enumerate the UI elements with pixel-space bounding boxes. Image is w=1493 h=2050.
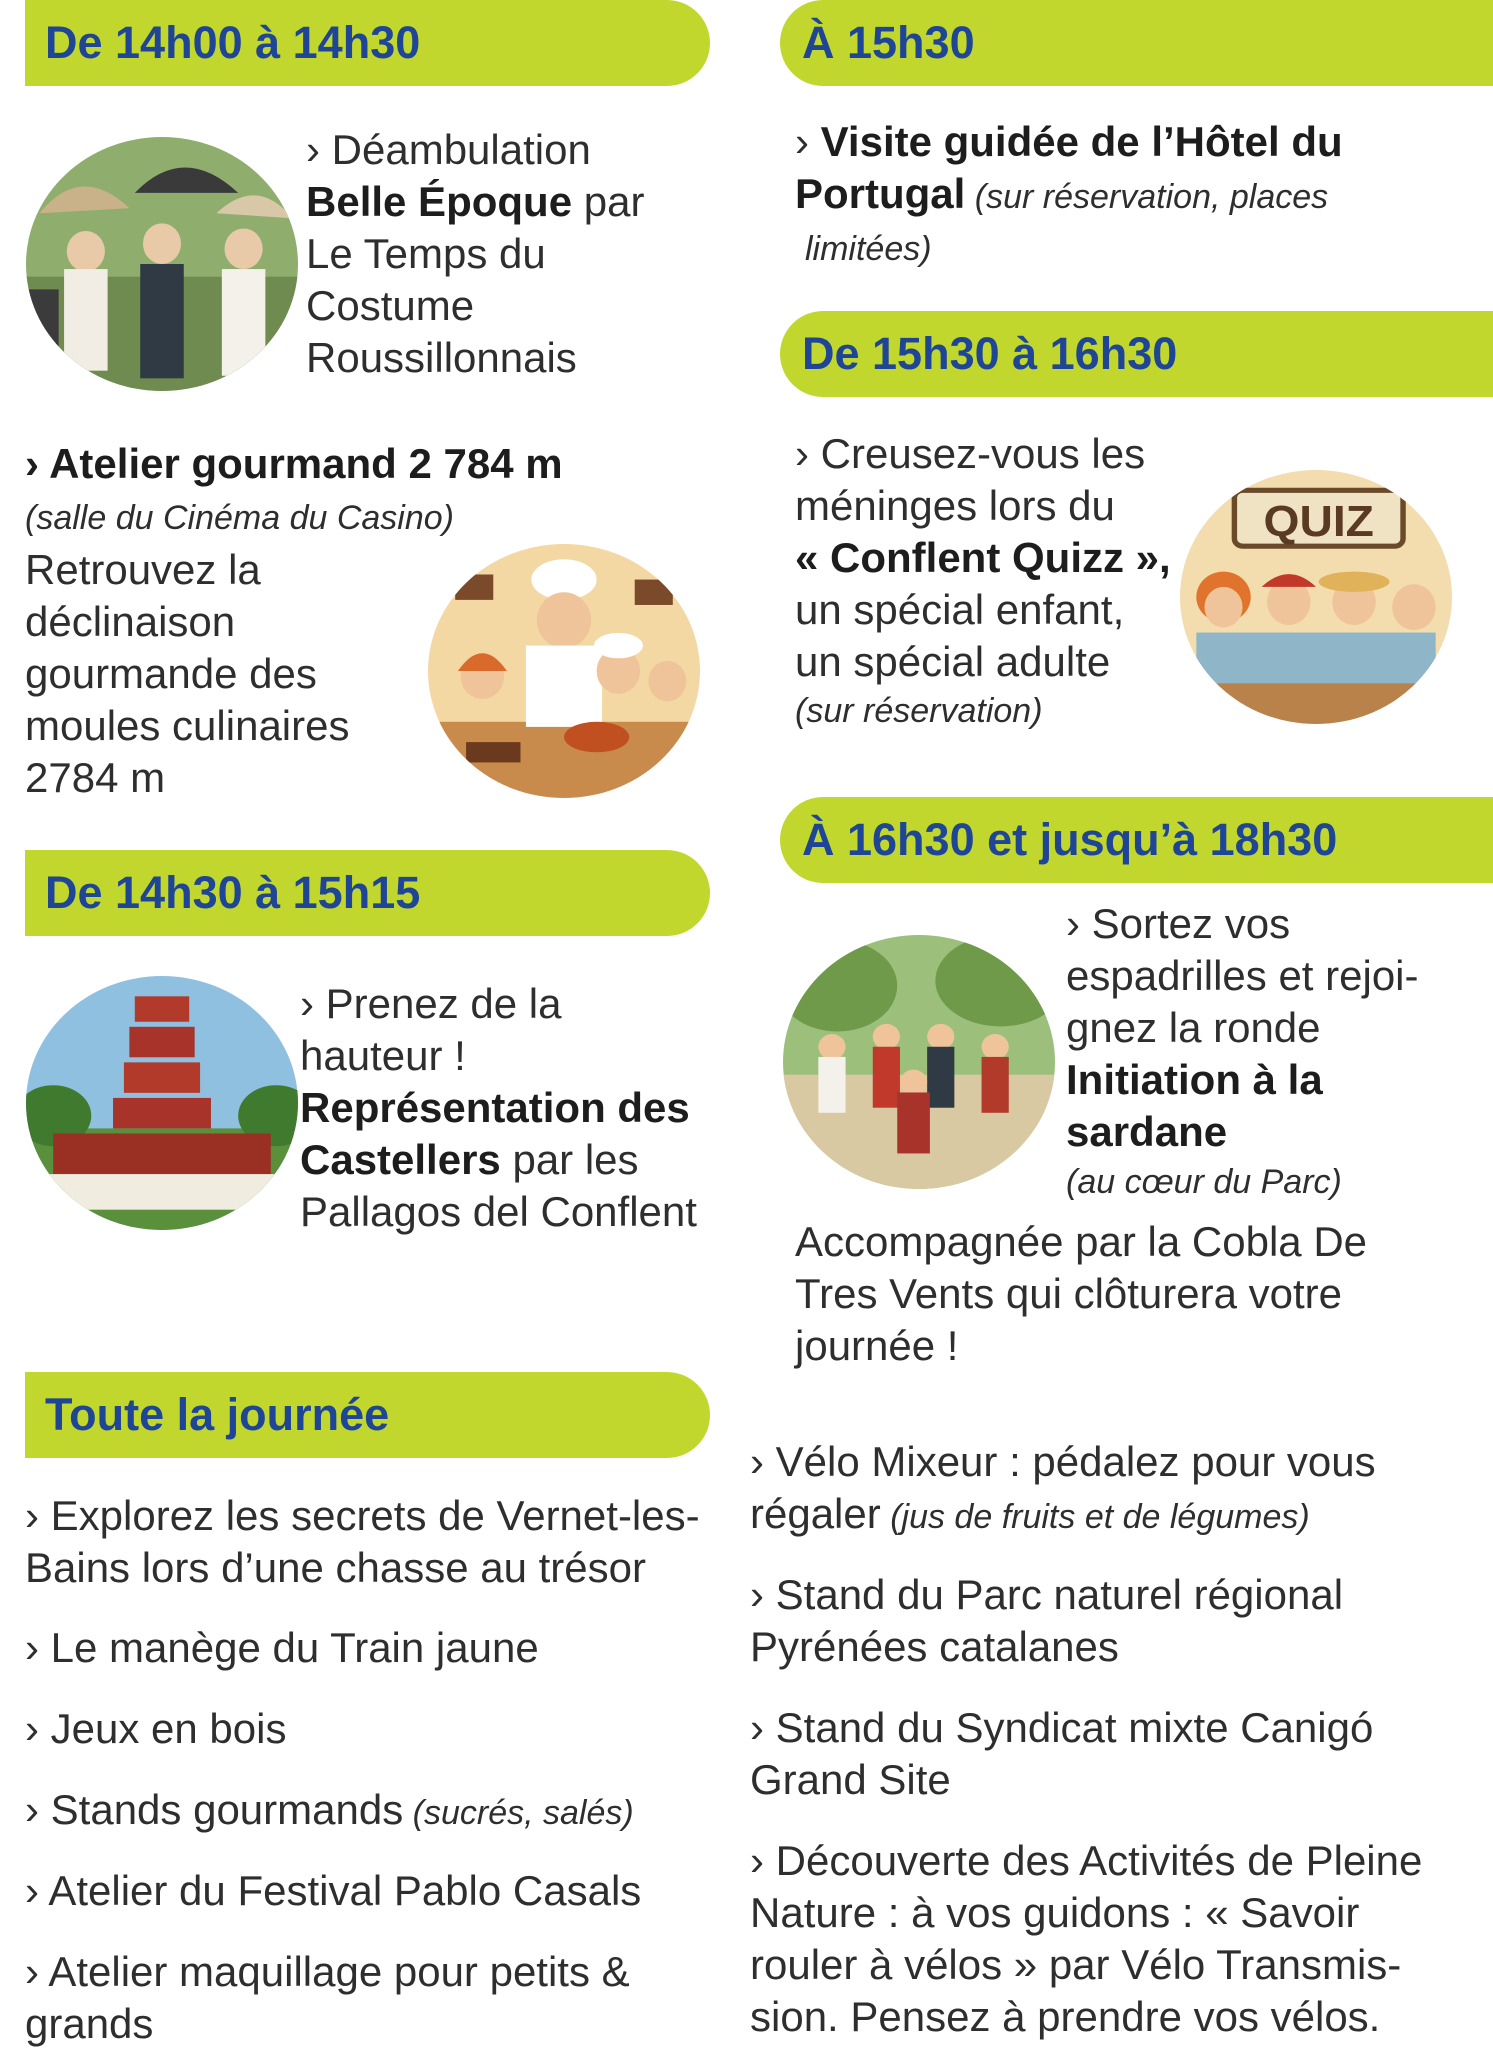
quiz-text [795,428,1195,734]
quiz-image [1180,470,1452,724]
journee-item-velo-mixeur [750,1436,1470,1543]
velo-mixeur-line-1: › Vélo Mixeur : pédalez pour vous [750,1438,1376,1485]
atelier-line-5: 2784 m [25,754,166,801]
castellers-line-1: › Prenez de la [300,980,562,1027]
journee-item-syndicat [750,1702,1470,1806]
time-header-15h30-16h30: De 15h30 à 16h30 [780,311,1493,397]
belle-line-4: Costume [306,282,475,329]
quiz-line-4: un spécial enfant, [795,586,1125,633]
sardane-paragraph-line-1: Accompagnée par la Cobla De [795,1218,1368,1265]
time-header-14h00: De 14h00 à 14h30 [25,0,710,86]
atelier-line-2: déclinaison [25,598,236,645]
castellers-bold-1: Représentation des [300,1084,690,1131]
quiz-line-5: un spécial adulte [795,638,1111,685]
visite-bold-2: Portugal [795,170,966,217]
belle-epoque-image [26,137,298,391]
pleine-nature-line-1: › Découverte des Activités de Pleine [750,1837,1423,1884]
sardane-paragraph-line-3: journée ! [795,1322,959,1369]
castellers-image [26,976,298,1230]
sardane-bold-2: sardane [1066,1108,1228,1155]
sardane-note: (au cœur du Parc) [1066,1163,1342,1201]
quiz-bold: « Conflent Quizz » [795,534,1160,581]
journee-item-pleine-nature [750,1835,1485,2043]
sardane-line-2: espadrilles et rejoi- [1066,952,1419,999]
sardane-bold-1: Initiation à la [1066,1056,1323,1103]
quiz-sign-text: QUIZ [1263,498,1374,546]
journee-maquillage-line-2: grands [25,2000,154,2047]
parc-line-1: › Stand du Parc naturel régional [750,1571,1344,1618]
velo-mixeur-note: (jus de fruits et de légumes) [880,1498,1310,1536]
castellers-line-4b: par les [500,1136,639,1183]
journee-item-stands [25,1784,725,1839]
atelier-note: (salle du Cinéma du Casino) [25,499,454,537]
castellers-line-4 [300,1134,720,1186]
quiz-line-3b: , [1159,534,1171,581]
sardane-text [1066,898,1486,1206]
visite-line-2 [795,168,1485,223]
castellers-line-3 [300,1082,720,1134]
belle-line-1: › Déambulation [306,126,591,173]
journee-explorez-line-2: Bains lors d’une chasse au trésor [25,1544,646,1591]
castellers-text [300,978,720,1238]
quiz-line-2: méninges lors du [795,482,1115,529]
castellers-line-5: Pallagos del Conflent [300,1188,697,1235]
quiz-note: (sur réservation) [795,692,1043,730]
belle-bold: Belle Époque [306,178,573,225]
belle-line-5: Roussillonnais [306,334,577,381]
sardane-line-1: › Sortez vos [1066,900,1291,947]
time-header-15h30: À 15h30 [780,0,1493,86]
sardane-paragraph-line-2: Tres Vents qui clôturera votre [795,1270,1343,1317]
pleine-nature-line-2: Nature : à vos guidons : « Savoir [750,1889,1360,1936]
journee-item-manege: › Le manège du Train jaune [25,1624,539,1671]
visite-prefix: › [795,118,821,165]
syndicat-line-2: Grand Site [750,1756,951,1803]
sardane-line-5 [1066,1106,1486,1158]
journee-explorez-line-1: › Explorez les secrets de Vernet-les- [25,1492,700,1539]
belle-epoque-text [306,124,706,384]
belle-line-2b: par [572,178,645,225]
visite-note-1: (sur réservation, places [965,178,1329,216]
sardane-paragraph [795,1216,1485,1372]
pleine-nature-line-3: rouler à vélos » par Vélo Transmis- [750,1941,1402,1988]
atelier-line-1: Retrouvez la [25,546,261,593]
atelier-line-3: gourmande des [25,650,317,697]
castellers-bold-2: Castellers [300,1136,501,1183]
quiz-line-1: › Creusez-vous les [795,430,1146,477]
journee-item-explorez [25,1490,740,1594]
journee-item-festival: › Atelier du Festival Pablo Casals [25,1867,642,1914]
sardane-line-4 [1066,1054,1486,1106]
atelier-description [25,544,425,804]
atelier-chef-image [428,544,700,798]
atelier-line-4: moules culinaires [25,702,350,749]
visite-text [795,116,1485,275]
belle-line-3: Le Temps du [306,230,546,277]
journee-item-parc-naturel [750,1569,1470,1673]
belle-line-2 [306,176,706,228]
time-header-14h30: De 14h30 à 15h15 [25,850,710,936]
syndicat-line-1: › Stand du Syndicat mixte Canigó [750,1704,1374,1751]
visite-line-1 [795,116,1485,168]
atelier-title: › Atelier gourmand 2 784 m [25,440,563,487]
journee-item-maquillage [25,1946,725,2050]
time-header-journee: Toute la journée [25,1372,710,1458]
journee-maquillage-line-1: › Atelier maquillage pour petits & [25,1948,630,1995]
sardane-image [783,935,1055,1189]
velo-mixeur-line-2 [750,1488,1470,1543]
visite-bold-1: Visite guidée de l’Hôtel du [820,118,1343,165]
journee-item-jeux: › Jeux en bois [25,1705,287,1752]
velo-mixeur-label: régaler [750,1490,881,1537]
time-header-16h30: À 16h30 et jusqu’à 18h30 [780,797,1493,883]
pleine-nature-line-4: sion. Pensez à prendre vos vélos. [750,1993,1381,2040]
journee-stands-note: (sucrés, salés) [403,1794,634,1832]
journee-stands-label: › Stands gourmands [25,1786,404,1833]
quiz-line-3 [795,532,1195,584]
sardane-line-3: gnez la ronde [1066,1004,1321,1051]
castellers-line-2: hauteur ! [300,1032,466,1079]
parc-line-2: Pyrénées catalanes [750,1623,1119,1670]
visite-note-2: limitées) [805,230,932,268]
